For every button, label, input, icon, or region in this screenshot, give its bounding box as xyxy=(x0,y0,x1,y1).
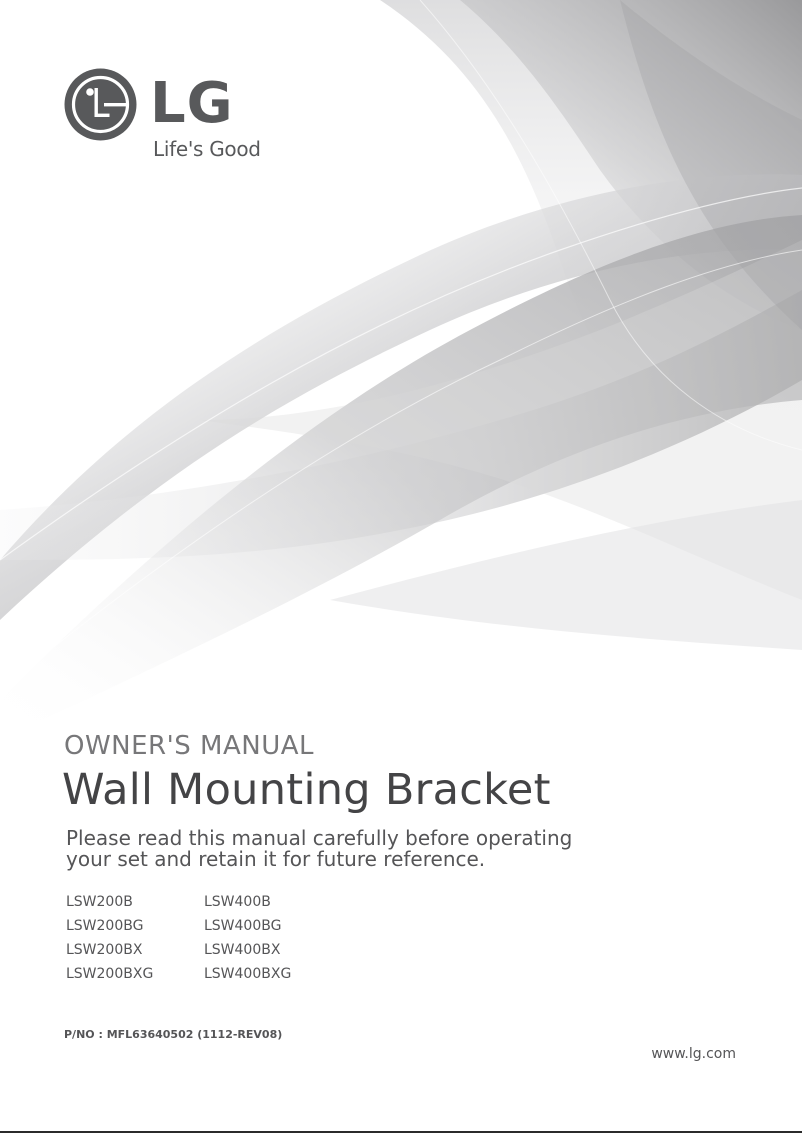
brand-slogan: Life's Good xyxy=(153,137,261,161)
model-number: LSW400B xyxy=(204,894,271,910)
model-number: LSW400BG xyxy=(204,918,282,934)
manual-type-heading: OWNER'S MANUAL xyxy=(64,731,315,761)
model-number: LSW400BXG xyxy=(204,966,292,982)
product-title: Wall Mounting Bracket xyxy=(62,765,551,815)
website-link[interactable]: www.lg.com xyxy=(651,1046,736,1062)
model-number: LSW200BG xyxy=(66,918,144,934)
instruction-line: Please read this manual carefully before operating xyxy=(66,826,573,850)
lg-face-logo-icon xyxy=(64,68,137,141)
brand-wordmark: LG xyxy=(150,71,234,136)
model-number: LSW200BX xyxy=(66,942,143,958)
instruction-line: your set and retain it for future reference. xyxy=(66,847,486,871)
brand-logo xyxy=(64,68,284,168)
part-number: P/NO : MFL63640502 (1112-REV08) xyxy=(64,1028,283,1041)
model-number: LSW200B xyxy=(66,894,133,910)
model-number: LSW400BX xyxy=(204,942,281,958)
model-list-left xyxy=(66,890,153,986)
instruction-text xyxy=(66,828,666,870)
model-list-right xyxy=(204,890,291,986)
model-number: LSW200BXG xyxy=(66,966,154,982)
